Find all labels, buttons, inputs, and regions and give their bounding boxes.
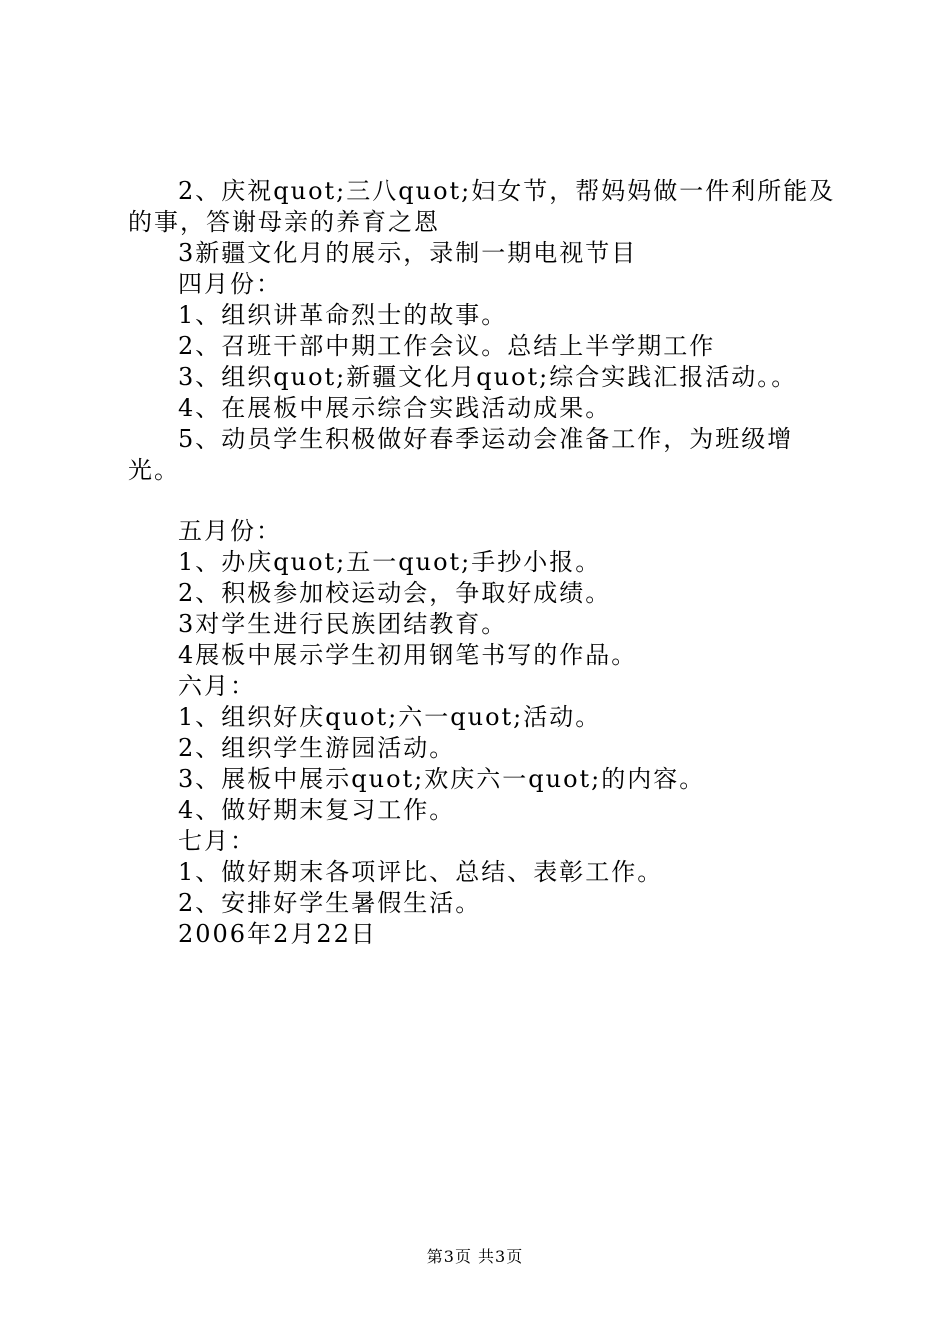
page-number-footer: 第3页 共3页	[426, 1247, 524, 1266]
document-body	[128, 176, 840, 950]
list-item: 3、组织quot;新疆文化月quot;综合实践汇报活动。。	[178, 363, 798, 391]
list-item: 1、组织讲革命烈士的故事。	[178, 301, 508, 329]
list-item: 2、积极参加校运动会，争取好成绩。	[178, 579, 612, 607]
blank-line	[128, 486, 840, 516]
list-item: 4、做好期末复习工作。	[178, 796, 456, 824]
list-item: 1、办庆quot;五一quot;手抄小报。	[178, 548, 602, 576]
list-item: 4、在展板中展示综合实践活动成果。	[178, 394, 612, 422]
heading-june: 六月：	[178, 672, 256, 700]
list-item: 2、组织学生游园活动。	[178, 734, 456, 762]
list-item: 2、安排好学生暑假生活。	[178, 889, 482, 917]
paragraph-culture-month: 3新疆文化月的展示，录制一期电视节目	[178, 239, 638, 267]
list-item: 1、组织好庆quot;六一quot;活动。	[178, 703, 602, 731]
heading-may: 五月份：	[178, 517, 282, 545]
list-item: 3对学生进行民族团结教育。	[178, 610, 508, 638]
list-item: 1、做好期末各项评比、总结、表彰工作。	[178, 858, 664, 886]
list-item: 5、动员学生积极做好春季运动会准备工作，为班级增光。	[128, 425, 794, 484]
heading-july: 七月：	[178, 827, 256, 855]
document-date: 2006年2月22日	[178, 920, 377, 948]
paragraph-womens-day: 2、庆祝quot;三八quot;妇女节，帮妈妈做一件利所能及的事，答谢母亲的养育之恩	[128, 177, 836, 236]
list-item: 4展板中展示学生初用钢笔书写的作品。	[178, 641, 638, 669]
list-item: 2、召班干部中期工作会议。总结上半学期工作	[178, 332, 716, 360]
heading-april: 四月份：	[178, 270, 282, 298]
list-item: 3、展板中展示quot;欢庆六一quot;的内容。	[178, 765, 706, 793]
